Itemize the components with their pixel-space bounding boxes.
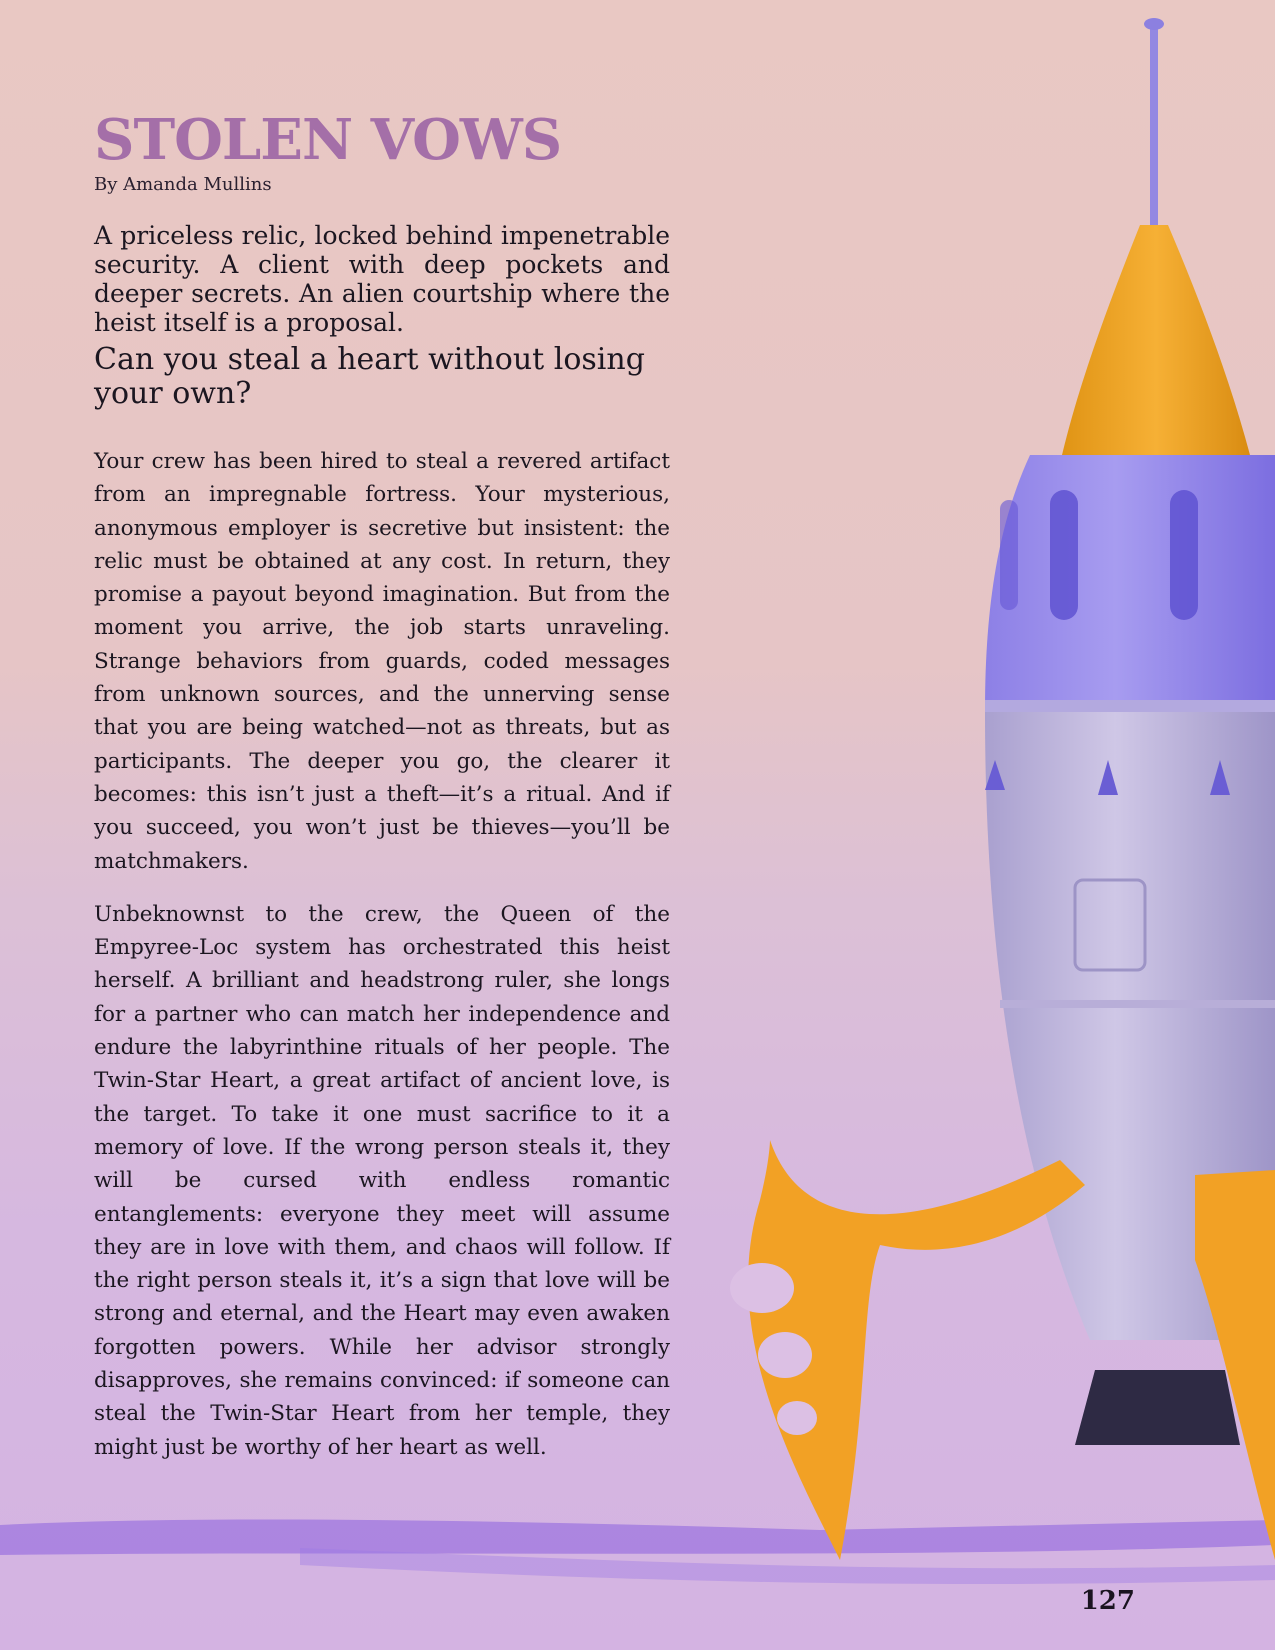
- byline: By Amanda Mullins: [94, 174, 272, 195]
- lede-question: Can you steal a heart without losing your own?: [94, 342, 645, 411]
- lede: A priceless relic, locked behind impenetrable security. A client with deep pockets and deeper secrets. An alien courtship where the heist itself is a proposal.: [94, 221, 670, 337]
- article: [94, 107, 670, 1464]
- page-number: 127: [1080, 1586, 1135, 1616]
- body-paragraph-2: Unbeknownst to the crew, the Queen of the Empyree-Loc system has orchestrated this heist herself. A brilliant and headstrong ruler, she longs for a partner who can match her independence and endure the labyrinthine rituals of her people. The Twin-Star Heart, a great artifact of ancient love, is the target. To take it one must sacrifice to it a memory of love. If the wrong person steals it, they will be cursed with endless romantic entanglements: everyone they meet will assume they are in love with them, and chaos will follow. If the right person steals it, it’s a sign that love will be strong and eternal, and the Heart may even awaken forgotten powers. While her advisor strongly disapproves, she remains convinced: if someone can steal the Twin-Star Heart from her temple, they might just be worthy of her heart as well.: [94, 901, 670, 1460]
- body-paragraph-1: Your crew has been hired to steal a revered artifact from an impregnable fortress. Your mysterious, anonymous employer is secretive but insistent: the relic must be obtained at any cost. In return, they promise a payout beyond imagination. But from the moment you arrive, the job starts unraveling. Strange behaviors from guards, coded messages from unknown sources, and the unnerving sense that you are being watched—not as threats, but as participants. The deeper you go, the clearer it becomes: this isn’t just a theft—it’s a ritual. And if you succeed, you won’t just be thieves—you’ll be matchmakers.: [94, 449, 670, 874]
- article-title: STOLEN VOWS: [94, 107, 562, 173]
